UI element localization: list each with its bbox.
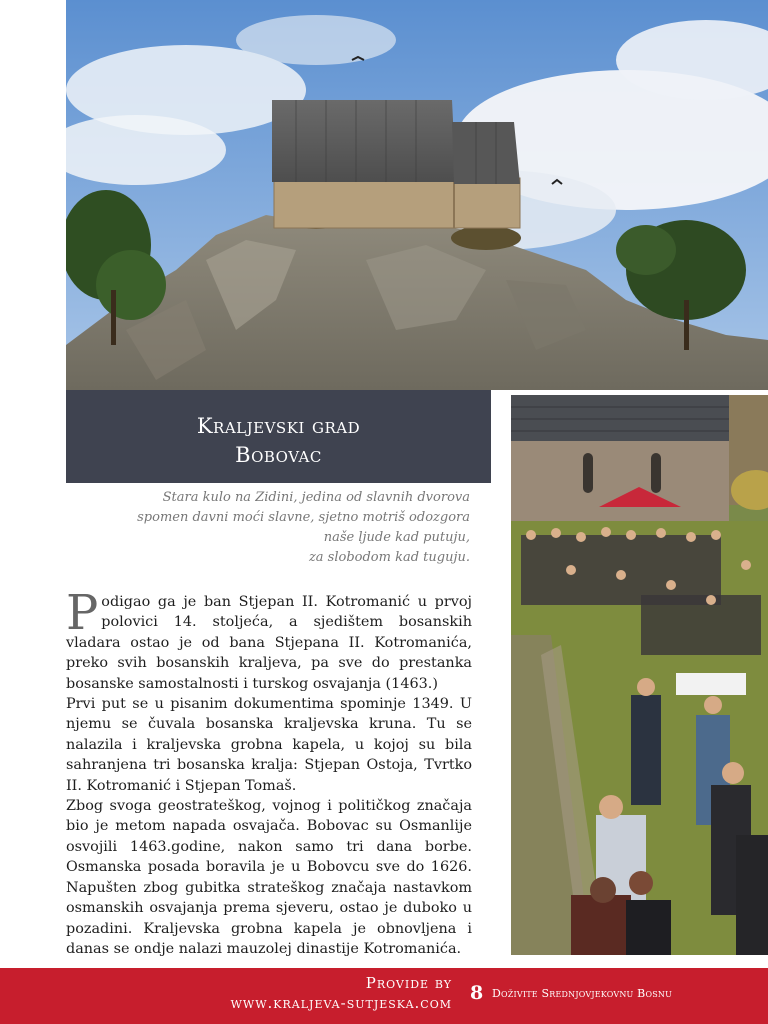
page-number: 8	[470, 982, 484, 1004]
drop-cap: P	[66, 585, 99, 641]
crowd-at-chapel-photo	[511, 395, 768, 955]
website-link[interactable]: www.kraljeva-sutjeska.com	[230, 994, 452, 1012]
poem-verse	[66, 488, 470, 568]
castle-tower-photo	[66, 0, 768, 390]
provide-by-label: Provide by	[365, 974, 452, 992]
footer-tagline: Doživite Srednjovjekovnu Bosnu	[492, 987, 673, 1000]
provider-credit	[231, 973, 452, 1013]
article-paragraph: Prvi put se u pisanim dokumentima spominje 1349. U njemu se čuvala bosanska kraljevska kruna. Tu se nalazila i kraljevska grobna kapela, u kojoj su bila sahranjena tri bosanska kralja: Stjepan Ostoja, Tvrtko II. Kotromanić i Stjepan Tomaš.	[66, 696, 472, 794]
poem-line: spomen davni moći slavne, sjetno motriš odozgora	[137, 510, 470, 525]
title-box	[66, 390, 491, 483]
page-title-line-2: Bobovac	[235, 443, 322, 467]
article-paragraph	[66, 585, 472, 694]
poem-line: za slobodom kad tuguju.	[308, 550, 470, 565]
article-paragraph: Zbog svoga geostrateškog, vojnog i političkog značaja bio je metom napada osvajača. Bobovac su Osmanlije osvojili 1463.godine, nakon samo tri dana borbe. Osmanska posada boravila je u Bobovcu sve do 1626. Napušten zbog gubitka strateškog značaja nastavkom osmanskih osvajanja prema sjeveru, ostao je duboko u pozadini. Kraljevska grobna kapela je obnovljena i danas se ondje nalazi mauzolej dinastije Kotromanića.	[66, 798, 472, 957]
page-title-line-1: Kraljevski grad	[196, 414, 361, 438]
paragraph-text: odigao ga je ban Stjepan II. Kotromanić u prvoj polovici 14. stoljeća, a sjedištem bosanskih vladara ostao je od bana Stjepana II. Kotromanića, preko svih bosanskih kraljeva, pa sve do prestanka bosanske samostalnosti i turskog osvajanja (1463.)	[66, 594, 472, 692]
poem-line: naše ljude kad putuju,	[323, 530, 470, 545]
page-footer	[0, 968, 768, 1024]
article-body	[66, 585, 472, 959]
poem-line: Stara kulo na Zidini, jedina od slavnih dvorova	[162, 490, 470, 505]
